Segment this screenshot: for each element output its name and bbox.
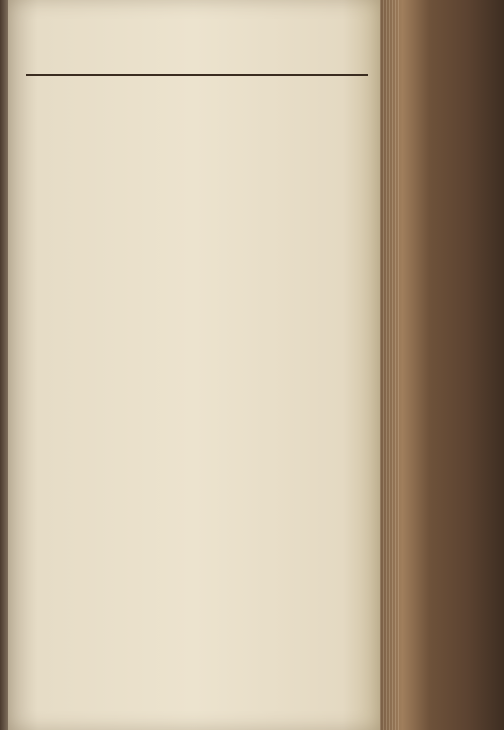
header-rule — [26, 74, 368, 76]
book-page — [8, 0, 380, 730]
page-stack-lines — [380, 0, 400, 730]
